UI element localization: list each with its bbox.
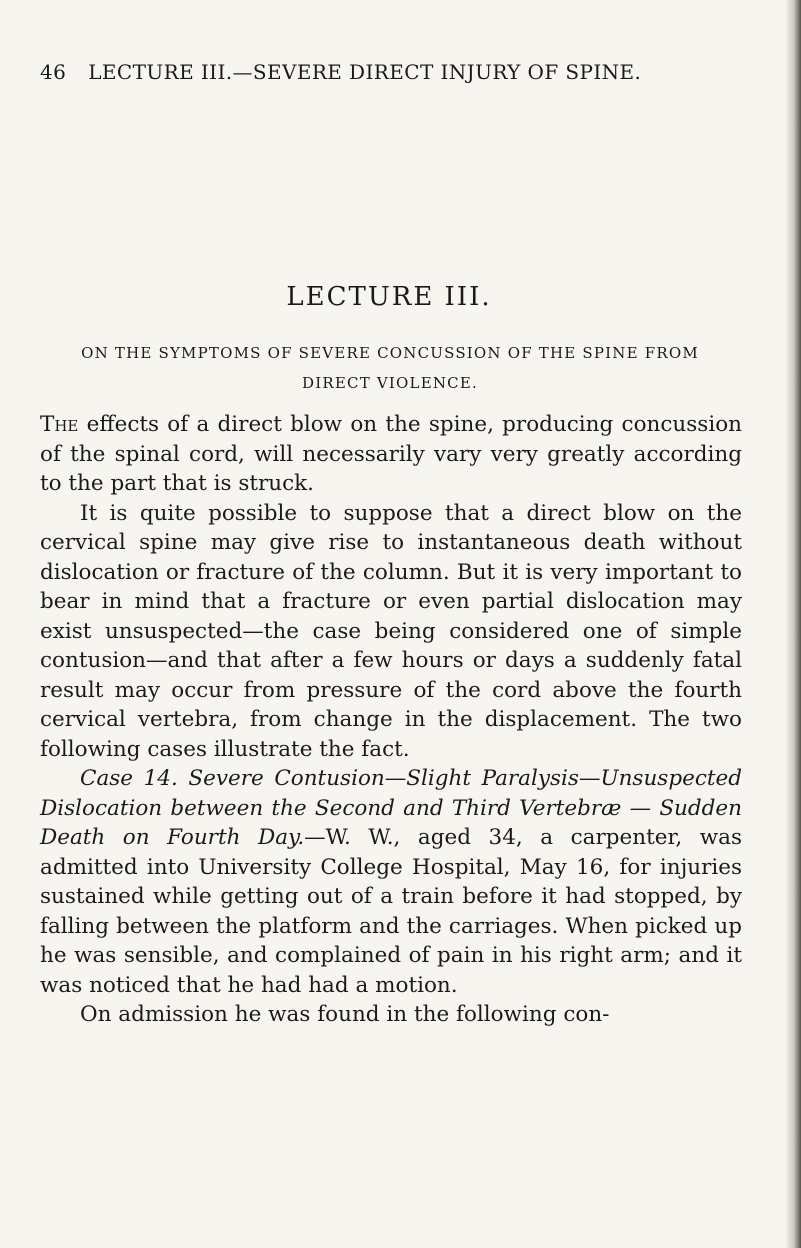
- paragraph-3-text: —W. W., aged 34, a carpenter, was admitted into University College Hospital, May 16, for injuries sustained while getting out of a train before it had stopped, by falling between the platform and the carriages. When picked up he was sensible, and complained of pain in his right arm; and it was noticed that he had had a motion.: [40, 825, 742, 998]
- paragraph-1-lead: The: [40, 412, 79, 437]
- paragraph-2: It is quite possible to suppose that a direct blow on the cervical spine may give rise to instantaneous death without dislocation or fracture of the column. But it is very important to bear in mind that a fracture or even partial dislocation may exist unsuspected—the case being considered one of simple contusion—and that after a few hours or days a suddenly fatal result may occur from pressure of the cord above the fourth cervical vertebra, from change in the displacement. The two following cases illustrate the fact.: [40, 500, 742, 762]
- paragraph-1: [40, 410, 742, 499]
- lecture-title: LECTURE III.: [286, 282, 492, 312]
- page-number: 46: [40, 60, 67, 84]
- case-label: Case 14.: [80, 766, 178, 791]
- running-head-title: LECTURE III.—SEVERE DIRECT INJURY OF SPINE.: [88, 60, 642, 84]
- running-head: [40, 60, 740, 84]
- body-text: [40, 410, 742, 1030]
- paragraph-4: On admission he was found in the following con-: [80, 1002, 610, 1027]
- paragraph-3: [40, 764, 742, 1000]
- page-edge-shadow: [785, 0, 801, 1248]
- paragraph-1-text: effects of a direct blow on the spine, producing concussion of the spinal cord, will necessarily vary very greatly according to the part that is struck.: [40, 412, 742, 496]
- case-title: Severe Contusion—Slight Paralysis—Unsuspected Dislocation between the Second and Third Vertebræ — Sudden Death on Fourth Day.: [40, 766, 742, 850]
- lecture-subtitle: ON THE SYMPTOMS OF SEVERE CONCUSSION OF THE SPINE FROM DIRECT VIOLENCE.: [81, 344, 699, 392]
